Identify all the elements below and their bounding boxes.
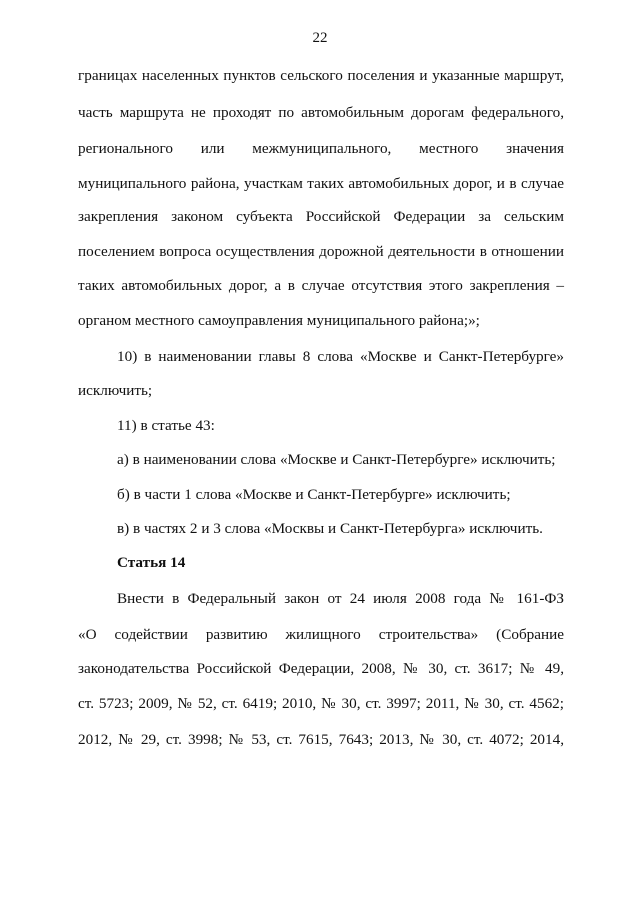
text-line: муниципального района, участкам таких автомобильных дорог, и в случае — [78, 175, 564, 192]
text-line: законодательства Российской Федерации, 2008, № 30, ст. 3617; № 49, — [78, 660, 564, 677]
sub-item-a: а) в наименовании слова «Москве и Санкт-Петербурге» исключить; — [117, 451, 556, 468]
text-line: 2012, № 29, ст. 3998; № 53, ст. 7615, 7643; 2013, № 30, ст. 4072; 2014, — [78, 731, 564, 748]
sub-item-b: б) в части 1 слова «Москве и Санкт-Петербурге» исключить; — [117, 486, 511, 503]
list-item-11: 11) в статье 43: — [117, 417, 215, 434]
text-line: таких автомобильных дорог, а в случае отсутствия этого закрепления – — [78, 277, 564, 294]
text-line: исключить; — [78, 382, 153, 399]
list-item-10: 10) в наименовании главы 8 слова «Москве и Санкт-Петербурге» — [117, 348, 564, 365]
text-line: часть маршрута не проходят по автомобильным дорогам федерального, — [78, 104, 564, 121]
text-line: закрепления законом субъекта Российской Федерации за сельским — [78, 208, 564, 225]
text-line: Внести в Федеральный закон от 24 июля 2008 года № 161-ФЗ — [117, 590, 564, 607]
text-line: «О содействии развитию жилищного строительства» (Собрание — [78, 626, 564, 643]
text-line: границах населенных пунктов сельского поселения и указанные маршрут, — [78, 67, 564, 84]
page-number: 22 — [312, 30, 328, 46]
text-line: ст. 5723; 2009, № 52, ст. 6419; 2010, № 30, ст. 3997; 2011, № 30, ст. 4562; — [78, 695, 564, 712]
article-heading: Статья 14 — [117, 554, 186, 571]
text-line: поселением вопроса осуществления дорожной деятельности в отношении — [78, 243, 564, 260]
text-line: регионального или межмуниципального, местного значения — [78, 140, 564, 157]
text-line: органом местного самоуправления муниципального района;»; — [78, 312, 480, 329]
sub-item-v: в) в частях 2 и 3 слова «Москвы и Санкт-Петербурга» исключить. — [117, 520, 543, 537]
